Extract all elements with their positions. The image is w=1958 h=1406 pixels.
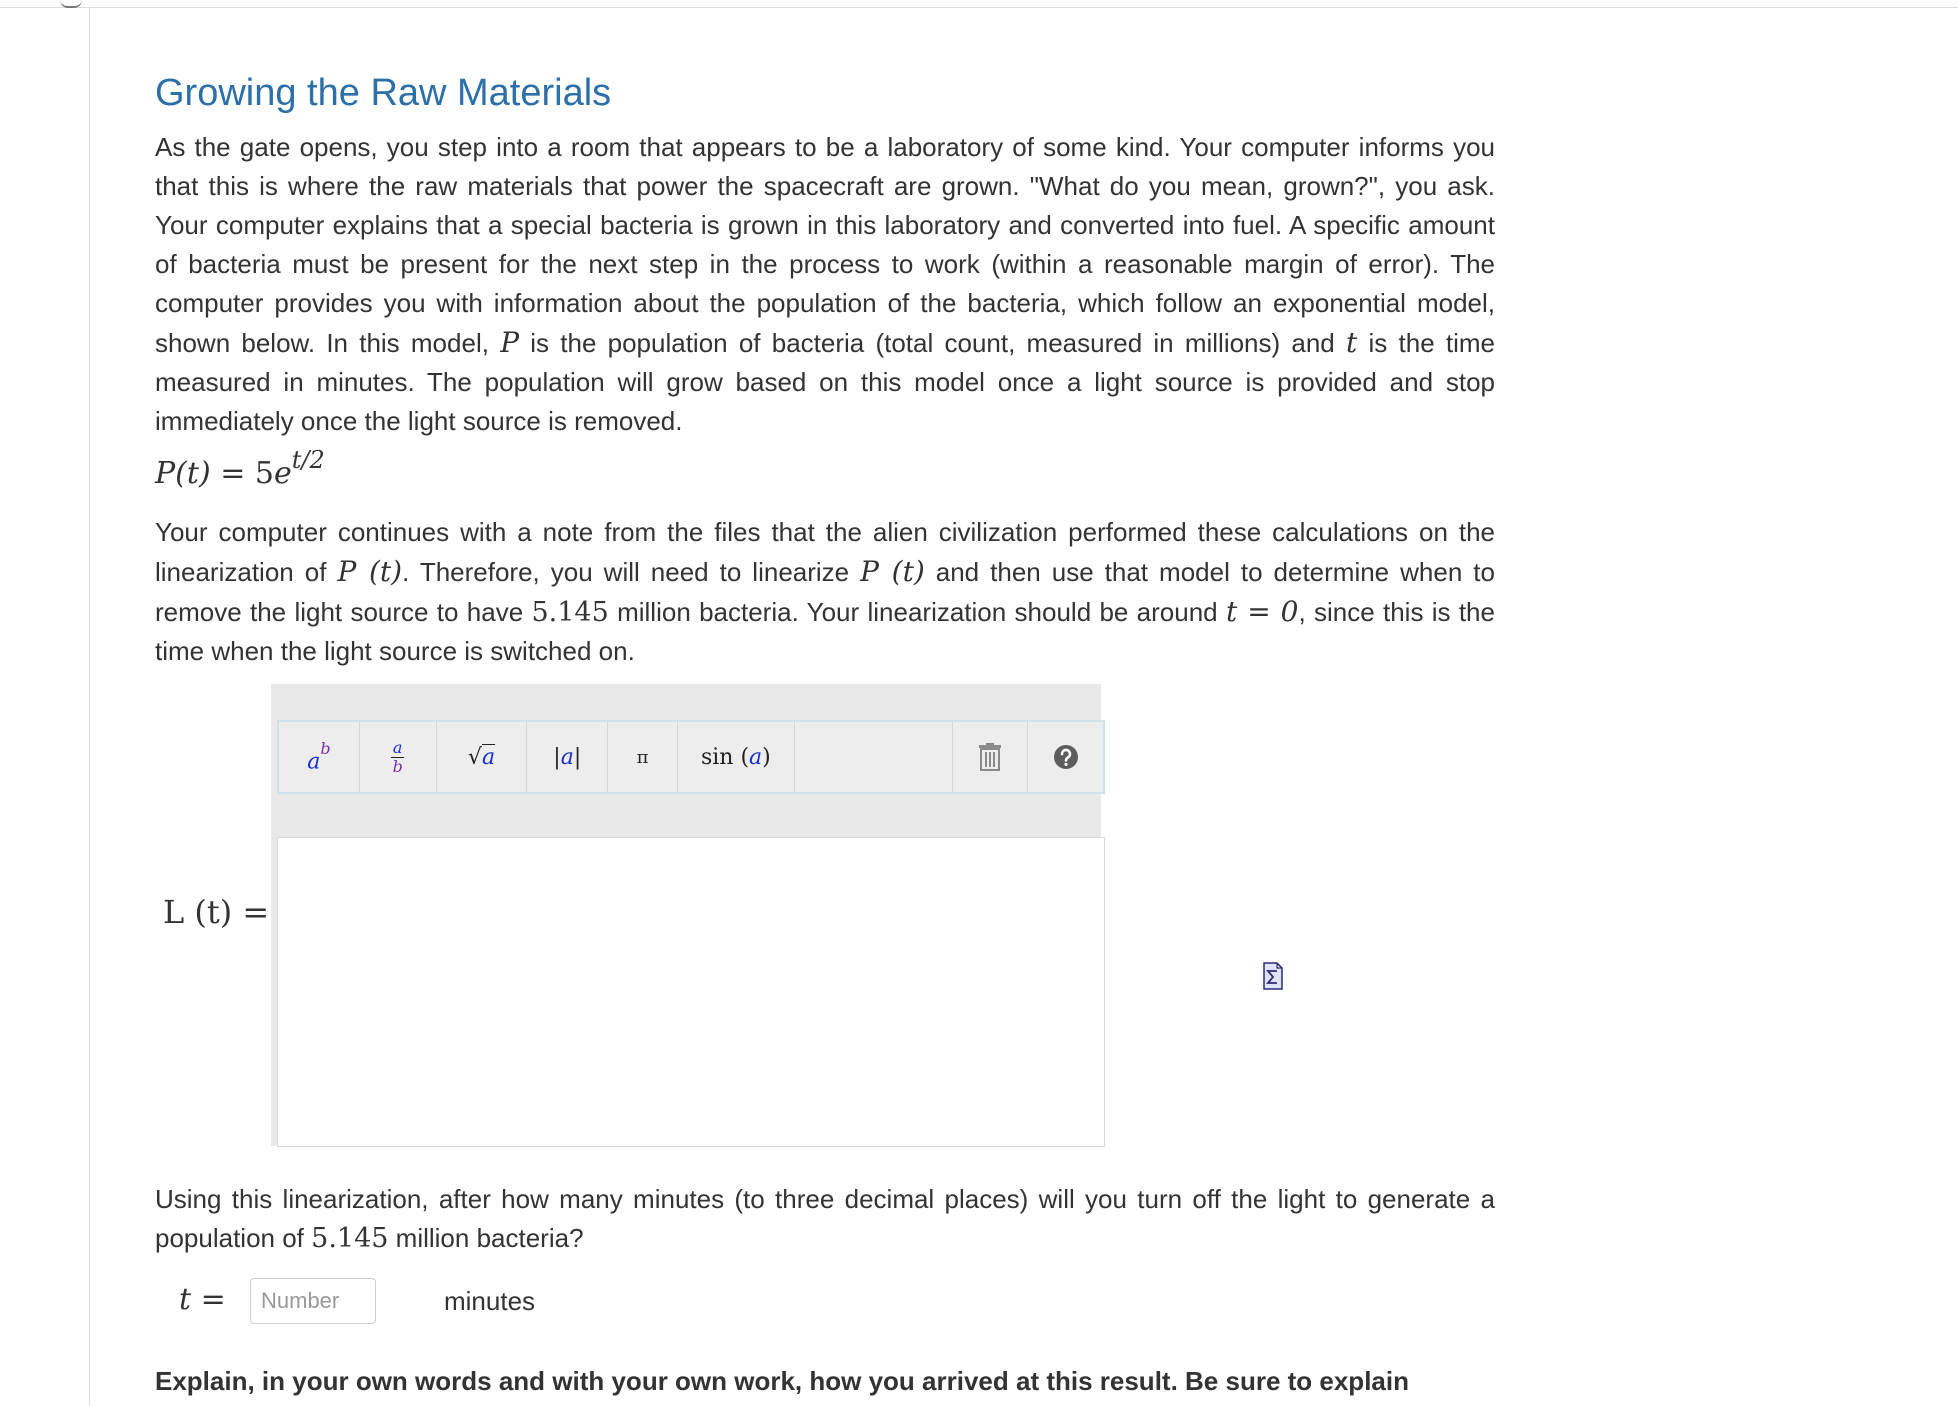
- explain-prompt: Explain, in your own words and with your own work, how you arrived at this result. Be sure to explain: [155, 1366, 1409, 1396]
- power-icon: [307, 739, 331, 775]
- math-editor: [271, 684, 1101, 1146]
- question-text-2: million bacteria?: [395, 1223, 584, 1253]
- trash-icon: [978, 743, 1002, 771]
- math-P-of-t-2: P (t): [860, 555, 925, 588]
- fraction-icon: [391, 739, 404, 776]
- sqrt-arg: a: [481, 744, 496, 770]
- linearization-label: L (t) =: [163, 893, 270, 931]
- math-t-equals-0: t = 0: [1225, 595, 1299, 628]
- sin-open: (: [733, 744, 750, 770]
- abs-right: |: [573, 744, 582, 770]
- abs-arg: a: [560, 744, 574, 770]
- minutes-unit: minutes: [444, 1286, 536, 1316]
- math-answer-field[interactable]: [277, 837, 1105, 1147]
- answer-variable-label: [179, 1282, 226, 1317]
- note-paragraph: [155, 513, 1495, 671]
- formula-lhs: P(t): [155, 456, 211, 491]
- note-text-3: and then use that model to determine when to remove the light source to have: [155, 557, 1495, 627]
- math-t: t: [1346, 326, 1358, 359]
- intro-text-3: is the time measured in minutes. The population will grow based on this model once a light source is provided and stop immediately once the light source is removed.: [155, 328, 1495, 436]
- math-target-2: 5.145: [311, 1223, 389, 1254]
- pi-icon: π: [636, 746, 649, 768]
- intro-text-2: is the population of bacteria (total count, measured in millions) and: [530, 328, 1335, 358]
- clear-button[interactable]: [953, 722, 1028, 792]
- abs-left: |: [553, 744, 561, 770]
- question-paragraph: [155, 1180, 1495, 1258]
- fraction-den: b: [392, 756, 403, 776]
- power-exp: b: [320, 739, 331, 759]
- power-button[interactable]: [279, 722, 360, 792]
- pi-button[interactable]: [608, 722, 678, 792]
- note-text-2: . Therefore, you will need to linearize: [402, 557, 850, 587]
- sqrt-button[interactable]: [437, 722, 528, 792]
- sqrt-icon: [468, 745, 495, 770]
- help-button[interactable]: [1028, 722, 1103, 792]
- minutes-number-input[interactable]: [250, 1278, 376, 1324]
- toolbar-spacer: [795, 722, 954, 792]
- fraction-button[interactable]: [360, 722, 437, 792]
- left-divider: [89, 8, 90, 1406]
- math-P: P: [500, 326, 520, 359]
- note-text-5: , since this is the time when the light source is switched on.: [155, 597, 1495, 666]
- formula-exponent: t/2: [291, 446, 325, 474]
- intro-paragraph: [155, 128, 1495, 441]
- fraction-num: a: [392, 737, 403, 757]
- sin-close: ): [762, 744, 771, 770]
- math-toolbar: [277, 720, 1105, 794]
- sin-arg: a: [749, 744, 763, 770]
- formula-eq: = 5: [210, 456, 274, 491]
- note-text-1: Your computer continues with a note from the files that the alien civilization performed these calculations on the linearization of: [155, 517, 1495, 587]
- sin-button[interactable]: [678, 722, 795, 792]
- section-title: Growing the Raw Materials: [155, 72, 612, 114]
- question-text-1: Using this linearization, after how many minutes (to three decimal places) will you turn off the light to generate a population of: [155, 1184, 1495, 1253]
- help-icon: [1053, 744, 1079, 770]
- sin-fn: sin: [700, 744, 734, 770]
- equation-editor-icon[interactable]: [1263, 962, 1283, 990]
- math-P-of-t-1: P (t): [337, 555, 403, 588]
- math-target-1: 5.145: [531, 597, 609, 628]
- model-formula: [155, 446, 325, 491]
- formula-e: e: [273, 456, 292, 491]
- intro-text-1: As the gate opens, you step into a room that appears to be a laboratory of some kind. Your computer informs you that this is where the raw materials that power the spacecraft are grown. "What do you mean, grown?", you ask. Your computer explains that a special bacteria is grown in this laboratory and converted into fuel. A specific amount of bacteria must be present for the next step in the process to work (within a reasonable margin of error). The computer provides you with information about the population of the bacteria, which follow an exponential model, shown below. In this model,: [155, 132, 1495, 358]
- top-divider: [0, 7, 1958, 8]
- sin-icon: [701, 745, 771, 770]
- power-base: a: [307, 749, 321, 775]
- note-text-4: million bacteria. Your linearization should be around: [617, 597, 1218, 627]
- sqrt-sym: √: [467, 744, 482, 770]
- answer-var: t =: [179, 1282, 226, 1317]
- abs-icon: [553, 745, 581, 770]
- abs-button[interactable]: [527, 722, 608, 792]
